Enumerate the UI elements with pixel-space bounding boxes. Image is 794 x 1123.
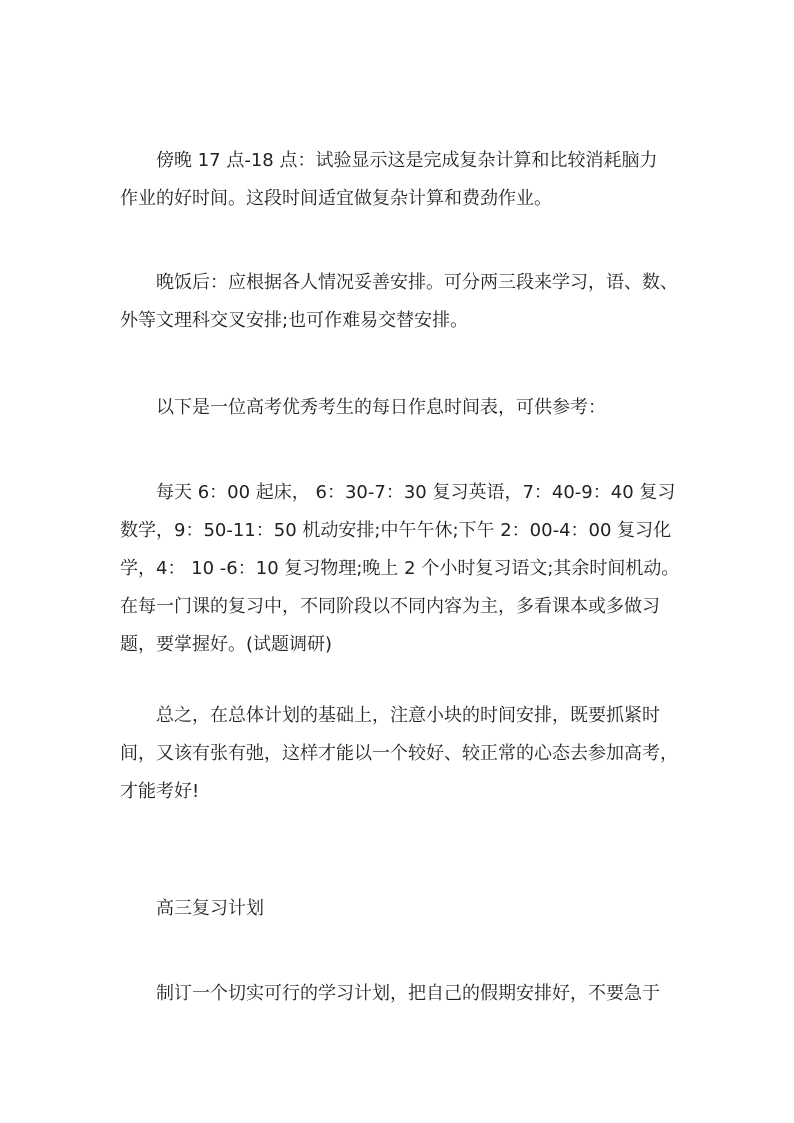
text-line: 晚饭后：应根据各人情况妥善安排。可分两三段来学习，语、数、 xyxy=(156,272,678,293)
text-line: 傍晚 17 点-18 点：试验显示这是完成复杂计算和比较消耗脑力 xyxy=(156,150,658,171)
text-line: 总之，在总体计划的基础上，注意小块的时间安排，既要抓紧时 xyxy=(156,705,660,726)
paragraph-schedule-intro xyxy=(120,389,680,427)
text-line: 制订一个切实可行的学习计划，把自己的假期安排好，不要急于 xyxy=(156,983,660,1004)
text-line: 学，4： 10 -6：10 复习物理;晚上 2 个小时复习语文;其余时间机动。 xyxy=(120,558,680,579)
section-heading xyxy=(120,890,680,928)
text-line: 作业的好时间。这段时间适宜做复杂计算和费劲作业。 xyxy=(120,188,552,209)
text-line: 才能考好! xyxy=(120,781,200,802)
text-line: 在每一门课的复习中，不同阶段以不同内容为主，多看课本或多做习 xyxy=(120,596,660,617)
text-line: 题，要掌握好。(试题调研) xyxy=(120,634,333,655)
paragraph-after-dinner xyxy=(120,264,680,340)
heading-text: 高三复习计划 xyxy=(156,898,264,919)
text-line: 以下是一位高考优秀考生的每日作息时间表，可供参考： xyxy=(156,397,606,418)
paragraph-daily-schedule xyxy=(120,474,680,664)
text-line: 间，又该有张有弛，这样才能以一个较好、较正常的心态去参加高考， xyxy=(120,743,678,764)
paragraph-evening-study xyxy=(120,142,680,218)
paragraph-study-plan xyxy=(120,975,680,1013)
paragraph-summary xyxy=(120,697,680,811)
text-line: 每天 6：00 起床， 6：30-7：30 复习英语，7：40-9：40 复习 xyxy=(156,482,676,503)
text-line: 数学，9：50-11：50 机动安排;中午午休;下午 2：00-4：00 复习化 xyxy=(120,520,672,541)
text-line: 外等文理科交叉安排;也可作难易交替安排。 xyxy=(120,310,469,331)
